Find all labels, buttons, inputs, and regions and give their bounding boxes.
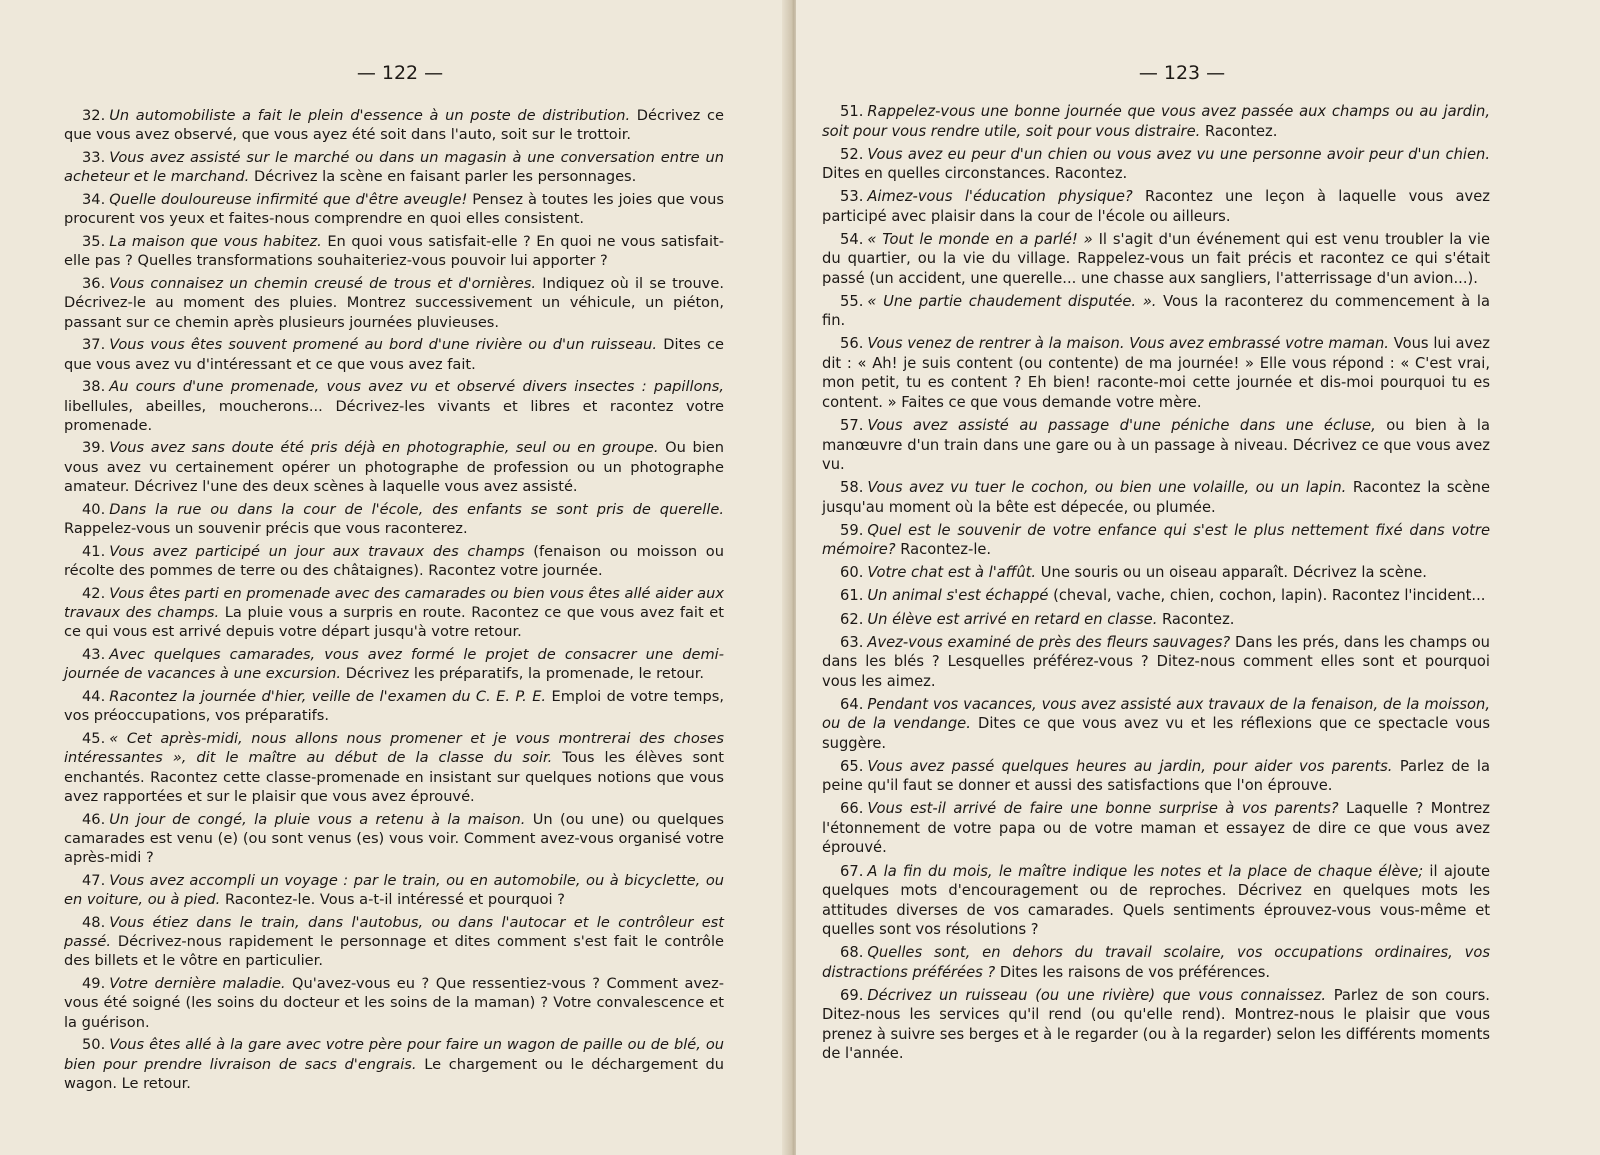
exercise-prompt: Quelle douloureuse infirmité que d'être aveugle! [109, 190, 468, 208]
exercise-item [64, 335, 724, 374]
exercise-text: Tous les élèves sont enchantés. Racontez cette classe-promenade en insistant sur quelques notions que vous avez rapportées et sur le plaisir que vous avez éprouvé. [64, 749, 724, 805]
exercise-number: 56. [840, 335, 864, 353]
exercise-list [822, 102, 1490, 1067]
exercise-number: 43. [82, 646, 106, 664]
exercise-text: Racontez-le. [895, 541, 992, 559]
exercise-prompt: Vous connaisez un chemin creusé de trous et d'ornières. [109, 274, 537, 292]
exercise-prompt: Vous avez sans doute été pris déjà en photographie, seul ou en groupe. [109, 439, 659, 457]
exercise-number: 41. [82, 542, 106, 560]
exercise-item [64, 645, 724, 684]
exercise-text: Décrivez ce que vous avez observé, que vous ayez été soit dans l'auto, soit sur le trottoir. [64, 107, 724, 144]
exercise-prompt: Quel est le souvenir de votre enfance qui s'est le plus nettement fixé dans votre mémoire? [822, 521, 1490, 559]
exercise-prompt: Vous avez vu tuer le cochon, ou bien une volaille, ou un lapin. [867, 479, 1347, 497]
exercise-text: Décrivez la scène en faisant parler les personnages. [249, 168, 637, 186]
exercise-item [64, 871, 724, 910]
left-page [0, 0, 790, 1155]
exercise-prompt: « Cet après-midi, nous allons nous promener et je vous montrerai des choses intéressantes », dit le maître au début de la classe du soir. [64, 729, 724, 767]
exercise-prompt: A la fin du mois, le maître indique les notes et la place de chaque élève; [867, 862, 1424, 880]
exercise-text: Indiquez où il se trouve. Décrivez-le au moment des pluies. Montrez successivement un véhicule, un piéton, passant sur ce chemin après plusieurs journées pluvieuses. [64, 274, 724, 331]
exercise-text: Racontez la scène jusqu'au moment où la bête est dépecée, ou plumée. [822, 479, 1490, 516]
exercise-item [64, 542, 724, 581]
exercise-prompt: Vous êtes parti en promenade avec des camarades ou bien vous êtes allé aider aux travaux des champs. [64, 584, 724, 622]
right-page [796, 0, 1600, 1155]
exercise-prompt: Aimez-vous l'éducation physique? [867, 188, 1133, 206]
exercise-item [64, 584, 724, 642]
exercise-prompt: Au cours d'une promenade, vous avez vu et observé divers insectes : papillons, [109, 378, 724, 396]
exercise-text: Décrivez-nous rapidement le personnage et dites comment s'est fait le contrôle des billets et le vôtre en particulier. [64, 933, 724, 970]
exercise-item [64, 687, 724, 726]
exercise-item [64, 106, 724, 145]
exercise-text: Dites en quelles circonstances. Racontez. [822, 165, 1128, 183]
exercise-number: 52. [840, 145, 864, 163]
exercise-number: 40. [82, 500, 106, 518]
exercise-number: 63. [840, 633, 864, 651]
exercise-prompt: Pendant vos vacances, vous avez assisté aux travaux de la fenaison, de la moisson, ou de la vendange. [822, 695, 1490, 733]
exercise-text: Emploi de votre temps, vos préoccupations, vos préparatifs. [64, 688, 725, 725]
exercise-prompt: Vous avez participé un jour aux travaux des champs [109, 542, 525, 560]
exercise-number: 67. [840, 862, 864, 880]
exercise-number: 65. [840, 757, 864, 775]
exercise-number: 45. [82, 729, 106, 747]
exercise-item [822, 757, 1490, 796]
exercise-text: Vous lui avez dit : « Ah! je suis content (ou contente) de ma journée! » Elle vous répond : « C'est vrai, mon petit, tu es content ? Eh bien! raconte-moi cette journée et dis-moi pourquoi tu es content. » Faites ce que vous demande votre mère. [822, 335, 1490, 411]
exercise-number: 35. [82, 232, 106, 250]
exercise-text: Rappelez-vous un souvenir précis que vous raconterez. [64, 520, 468, 538]
exercise-list [64, 106, 724, 1097]
exercise-prompt: Votre dernière maladie. [109, 975, 286, 993]
exercise-text: Dites ce que vous avez vu d'intéressant et ce que vous avez fait. [64, 336, 724, 373]
exercise-number: 44. [82, 688, 106, 705]
exercise-prompt: Avez-vous examiné de près des fleurs sauvages? [867, 633, 1231, 651]
exercise-prompt: Décrivez un ruisseau (ou une rivière) que vous connaissez. [867, 986, 1326, 1004]
exercise-text: (fenaison ou moisson ou récolte des pommes de terre ou des châtaignes). Racontez votre journée. [64, 542, 724, 580]
exercise-number: 49. [82, 975, 106, 993]
exercise-text: Racontez-le. Vous a-t-il intéressé et pourquoi ? [220, 891, 565, 909]
exercise-text: (cheval, vache, chien, cochon, lapin). Racontez l'incident... [1048, 587, 1486, 605]
exercise-item [64, 232, 724, 271]
exercise-number: 66. [840, 800, 864, 818]
exercise-text: En quoi vous satisfait-elle ? En quoi ne vous satisfait-elle pas ? Quelles transformations souhaiteriez-vous pouvoir lui apporter ? [64, 232, 724, 270]
exercise-text: Décrivez les préparatifs, la promenade, le retour. [341, 665, 704, 683]
exercise-prompt: Un animal s'est échappé [867, 587, 1049, 605]
exercise-item [822, 986, 1490, 1064]
exercise-item [64, 913, 724, 971]
exercise-prompt: Vous êtes allé à la gare avec votre père pour faire un wagon de paille ou de blé, ou bien pour prendre livraison de sacs d'engrais. [64, 1036, 724, 1073]
exercise-item [822, 633, 1490, 692]
exercise-text: Parlez de son cours. Ditez-nous les services qu'il rend (ou qu'elle rend). Montrez-nous le plaisir que vous prenez à suivre ses berges et à le regarder (ou à la regarder) selon les différents moments de l'année. [822, 986, 1490, 1063]
exercise-number: 38. [82, 378, 106, 396]
exercise-text: Pensez à toutes les joies que vous procurent vos yeux et faites-nous comprendre en quoi elles consistent. [64, 190, 724, 228]
exercise-item [64, 148, 724, 187]
exercise-text: Vous la raconterez du commencement à la fin. [822, 292, 1490, 330]
exercise-item [64, 729, 724, 806]
exercise-text: Le chargement ou le déchargement du wagon. Le retour. [64, 1055, 724, 1092]
exercise-item [822, 563, 1490, 583]
exercise-item [822, 943, 1490, 982]
exercise-text: Racontez. [1200, 122, 1278, 140]
exercise-number: 64. [840, 695, 864, 713]
exercise-item [822, 586, 1490, 606]
exercise-item [822, 695, 1490, 754]
exercise-number: 37. [82, 336, 106, 354]
exercise-number: 61. [840, 587, 864, 605]
exercise-text: Un (ou une) ou quelques camarades est venu (e) (ou sont venus (es) vous voir. Comment avez-vous organisé votre après-midi ? [64, 810, 724, 867]
exercise-item [64, 190, 724, 229]
page-number: — 123 — [1138, 62, 1226, 84]
exercise-number: 46. [82, 810, 106, 828]
exercise-prompt: Votre chat est à l'affût. [867, 564, 1037, 582]
exercise-prompt: Avec quelques camarades, vous avez formé le projet de consacrer une demi-journée de vacances à une excursion. [64, 646, 724, 683]
exercise-number: 55. [840, 292, 864, 310]
exercise-number: 59. [840, 521, 864, 539]
exercise-item [64, 438, 724, 496]
exercise-text: Qu'avez-vous eu ? Que ressentiez-vous ? Comment avez-vous été soigné (les soins du docteur et les soins de la maman) ? Votre convalescence et la guérison. [64, 975, 724, 1031]
exercise-item [822, 187, 1490, 226]
exercise-prompt: Vous vous êtes souvent promené au bord d'une rivière ou d'un ruisseau. [109, 336, 658, 354]
exercise-prompt: Un automobiliste a fait le plein d'essence à un poste de distribution. [109, 107, 631, 124]
exercise-number: 33. [82, 148, 106, 166]
exercise-item [822, 799, 1490, 858]
exercise-number: 32. [82, 107, 106, 124]
page-number: — 122 — [356, 62, 444, 84]
exercise-prompt: Vous venez de rentrer à la maison. Vous avez embrassé votre maman. [867, 335, 1389, 353]
exercise-prompt: La maison que vous habitez. [109, 232, 322, 250]
exercise-prompt: Vous avez assisté au passage d'une péniche dans une écluse, [867, 417, 1376, 435]
exercise-prompt: Dans la rue ou dans la cour de l'école, des enfants se sont pris de querelle. [109, 500, 724, 518]
exercise-item [822, 862, 1490, 940]
exercise-text: Dites ce que vous avez vu et les réflexions que ce spectacle vous suggère. [822, 715, 1490, 752]
exercise-item [822, 334, 1490, 412]
exercise-number: 54. [840, 230, 864, 248]
exercise-text: Parlez de la peine qu'il faut se donner et aussi des satisfactions que l'on éprouve. [822, 757, 1490, 795]
exercise-text: ou bien à la manœuvre d'un train dans une gare ou à un passage à niveau. Décrivez ce que vous avez vu. [822, 417, 1490, 474]
exercise-text: il ajoute quelques mots d'encouragement ou de reproches. Décrivez en quelques mots les attitudes diverses de vos camarades. Quels sentiments éprouvez-vous vous-même et quelles sont vos résolutions ? [822, 862, 1491, 938]
exercise-number: 58. [840, 479, 864, 497]
exercise-item [64, 810, 724, 868]
exercise-item [822, 145, 1490, 184]
exercise-prompt: Racontez la journée d'hier, veille de l'examen du C. E. P. E. [109, 688, 547, 705]
exercise-prompt: « Tout le monde en a parlé! » [867, 230, 1093, 248]
exercise-item [64, 1035, 724, 1093]
exercise-item [64, 974, 724, 1032]
exercise-number: 36. [82, 274, 106, 292]
exercise-text: Ou bien vous avez vu certainement opérer un photographe de profession ou un photographe amateur. Décrivez l'une des deux scènes à laquelle vous avez assisté. [64, 439, 724, 496]
exercise-item [822, 478, 1490, 517]
exercise-number: 62. [840, 610, 864, 628]
exercise-number: 50. [82, 1036, 106, 1054]
exercise-prompt: « Une partie chaudement disputée. ». [867, 292, 1157, 310]
exercise-text: Racontez. [1157, 610, 1235, 628]
exercise-number: 68. [840, 944, 864, 962]
exercise-prompt: Un jour de congé, la pluie vous a retenu à la maison. [109, 810, 526, 828]
exercise-number: 51. [840, 103, 864, 120]
exercise-text: Dans les prés, dans les champs ou dans les blés ? Lesquelles préférez-vous ? Ditez-nous comment elles sont et pourquoi vous les aimez. [822, 633, 1490, 690]
exercise-prompt: Vous avez passé quelques heures au jardin, pour aider vos parents. [867, 757, 1393, 775]
exercise-text: Dites les raisons de vos préférences. [995, 963, 1271, 981]
exercise-number: 69. [840, 986, 864, 1004]
exercise-number: 39. [82, 439, 106, 457]
exercise-prompt: Vous étiez dans le train, dans l'autobus, ou dans l'autocar et le contrôleur est passé. [64, 913, 724, 951]
exercise-text: Il s'agit d'un événement qui est venu troubler la vie du quartier, ou la vie du village. Rappelez-vous un fait précis et racontez ce qui s'était passé (un accident, une querelle... une chasse aux sangliers, l'atterrissage d'un avion...). [822, 230, 1490, 287]
exercise-number: 47. [82, 871, 106, 889]
exercise-number: 53. [840, 188, 864, 206]
exercise-prompt: Un élève est arrivé en retard en classe. [867, 610, 1158, 628]
exercise-number: 48. [82, 913, 106, 931]
exercise-item [822, 521, 1490, 560]
exercise-item [822, 416, 1490, 475]
exercise-item [64, 377, 724, 435]
exercise-prompt: Quelles sont, en dehors du travail scolaire, vos occupations ordinaires, vos distractions préférées ? [822, 944, 1490, 981]
exercise-number: 60. [840, 564, 864, 582]
exercise-prompt: Rappelez-vous une bonne journée que vous avez passée aux champs ou au jardin, soit pour vous rendre utile, soit pour vous distraire. [822, 103, 1490, 140]
exercise-text: libellules, abeilles, moucherons... Décrivez-les vivants et libres et racontez votre promenade. [64, 397, 724, 434]
exercise-text: La pluie vous a surpris en route. Racontez ce que vous avez fait et ce qui vous est arrivé depuis votre départ jusqu'à votre retour. [64, 604, 724, 641]
exercise-item [64, 500, 724, 539]
exercise-text: Laquelle ? Montrez l'étonnement de votre papa ou de votre maman et essayez de dire ce que vous avez éprouvé. [822, 800, 1490, 857]
exercise-number: 34. [82, 190, 106, 208]
exercise-number: 57. [840, 417, 864, 435]
exercise-item [64, 274, 724, 332]
exercise-prompt: Vous avez accompli un voyage : par le train, ou en automobile, ou à bicyclette, ou en voiture, ou à pied. [64, 871, 724, 909]
exercise-text: Une souris ou un oiseau apparaît. Décrivez la scène. [1036, 564, 1427, 582]
exercise-number: 42. [82, 584, 106, 602]
exercise-prompt: Vous avez assisté sur le marché ou dans un magasin à une conversation entre un acheteur et le marchand. [64, 148, 724, 186]
exercise-item [822, 230, 1490, 289]
exercise-prompt: Vous avez eu peur d'un chien ou vous avez vu une personne avoir peur d'un chien. [867, 145, 1490, 163]
exercise-prompt: Vous est-il arrivé de faire une bonne surprise à vos parents? [867, 800, 1339, 818]
exercise-text: Racontez une leçon à laquelle vous avez participé avec plaisir dans la cour de l'école ou ailleurs. [822, 188, 1490, 225]
exercise-item [822, 610, 1490, 630]
exercise-item [822, 102, 1490, 141]
exercise-item [822, 292, 1490, 331]
